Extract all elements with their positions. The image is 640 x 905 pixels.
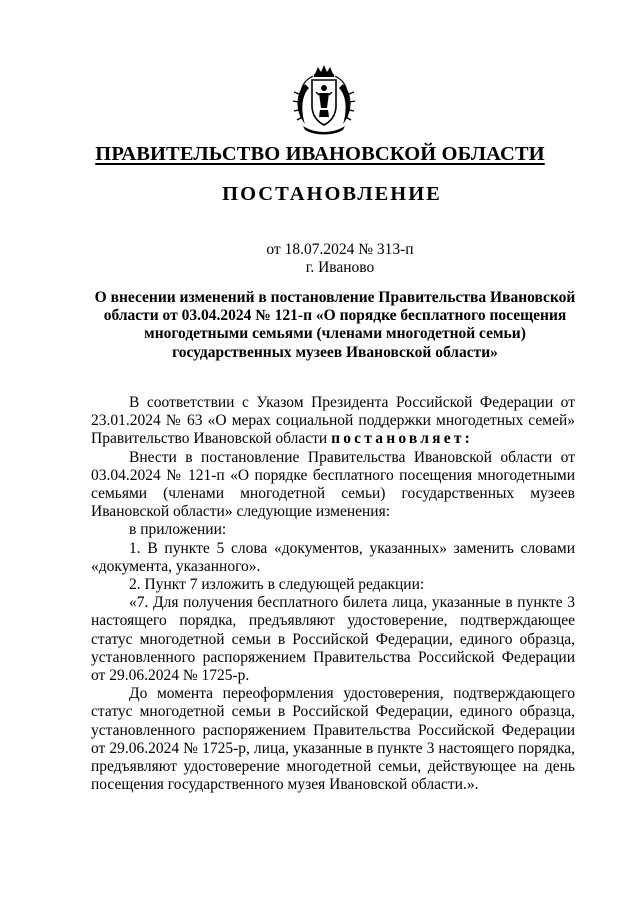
- date-number: от 18.07.2024 № 313-п: [266, 241, 414, 258]
- preamble-text: В соответствии с Указом Президента Российской Федерации от 23.01.2024 № 63 «О мерах социальной поддержки многодетных семей» Правительство Ивановской области: [91, 394, 575, 448]
- amend-paragraph: Внести в постановление Правительства Ивановской области от 03.04.2024 № 121-п «О порядке бесплатного посещения многодетными семьями (членами многодетной семьи) государственных музеев Ивановской области» следующие изменения:: [91, 448, 575, 521]
- quote-paragraph-2: До момента переоформления удостоверения, подтверждающего статус многодетной семьи в Российской Федерации, единого образца, установленного распоряжением Правительства Российской Федерации от 29.06.2024 № 1725-р, лица, указанные в пункте 3 настоящего порядка, предъявляют удостоверение многодетной семьи, действующее на день посещения государственного музея Ивановской области.».: [91, 685, 575, 794]
- preamble-paragraph: [91, 394, 575, 449]
- document-subject: О внесении изменений в постановление Правительства Ивановской области от 03.04.2024 № 121-п «О порядке бесплатного посещения многодетными семьями (членами многодетной семьи) государственных музеев Ивановской области»: [94, 289, 576, 361]
- item2-paragraph: 2. Пункт 7 изложить в следующей редакции:: [129, 576, 425, 594]
- city: г. Иваново: [305, 259, 375, 276]
- appendix-paragraph: в приложении:: [129, 521, 227, 539]
- document-body: [91, 394, 575, 794]
- document-type-title: ПОСТАНОВЛЕНИЕ: [222, 183, 442, 205]
- decree-word: постановляет:: [331, 430, 473, 448]
- quote-paragraph-1: «7. Для получения бесплатного билета лица, указанные в пункте 3 настоящего порядка, предъявляют удостоверение, подтверждающее статус многодетной семьи в Российской Федерации, единого образца, установленного распоряжением Правительства Российской Федерации от 29.06.2024 № 1725-р.: [91, 594, 575, 685]
- item1-paragraph: 1. В пункте 5 слова «документов, указанных» заменить словами «документа, указанного».: [91, 539, 575, 575]
- government-title: ПРАВИТЕЛЬСТВО ИВАНОВСКОЙ ОБЛАСТИ: [95, 143, 545, 165]
- coat-of-arms-icon: [291, 64, 357, 136]
